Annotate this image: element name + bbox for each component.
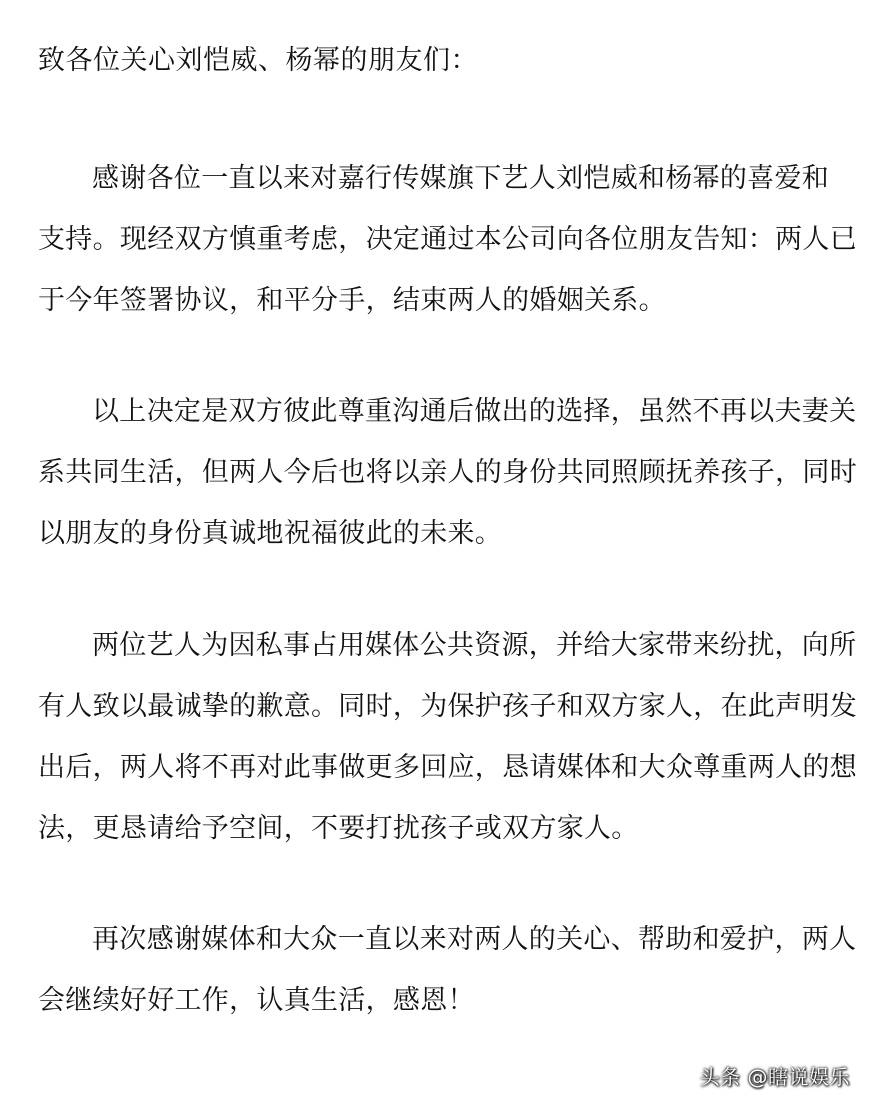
- source-watermark: 头条 @瞎说娱乐: [699, 1065, 850, 1089]
- paragraph-line: 以朋友的身份真诚地祝福彼此的未来。: [38, 518, 503, 549]
- paragraph-line: 感谢各位一直以来对嘉行传媒旗下艺人刘恺威和杨幂的喜爱和: [92, 163, 830, 194]
- paragraph-line: 再次感谢媒体和大众一直以来对两人的关心、帮助和爱护，两人: [92, 924, 857, 955]
- paragraph-apology: [38, 615, 857, 859]
- paragraph-closing-thanks: [38, 909, 857, 1031]
- paragraph-line: 系共同生活，但两人今后也将以亲人的身份共同照顾抚养孩子，同时: [38, 457, 857, 488]
- paragraph-gratitude-announcement: [38, 148, 857, 331]
- paragraph-line: 支持。现经双方慎重考虑，决定通过本公司向各位朋友告知：两人已: [38, 224, 857, 255]
- paragraph-line: 两位艺人为因私事占用媒体公共资源，并给大家带来纷扰，向所: [92, 630, 857, 661]
- paragraph-line: 会继续好好工作，认真生活，感恩！: [38, 985, 475, 1016]
- paragraph-line: 有人致以最诚挚的歉意。同时，为保护孩子和双方家人，在此声明发: [38, 691, 857, 722]
- paragraph-line: 出后，两人将不再对此事做更多回应，恳请媒体和大众尊重两人的想: [38, 752, 857, 783]
- paragraph-decision: [38, 381, 857, 564]
- paragraph-line: 法，更恳请给予空间，不要打扰孩子或双方家人。: [38, 813, 639, 844]
- paragraph-line: 于今年签署协议，和平分手，结束两人的婚姻关系。: [38, 285, 666, 316]
- salutation: 致各位关心刘恺威、杨幂的朋友们：: [38, 45, 478, 76]
- paragraph-line: 以上决定是双方彼此尊重沟通后做出的选择，虽然不再以夫妻关: [92, 396, 857, 427]
